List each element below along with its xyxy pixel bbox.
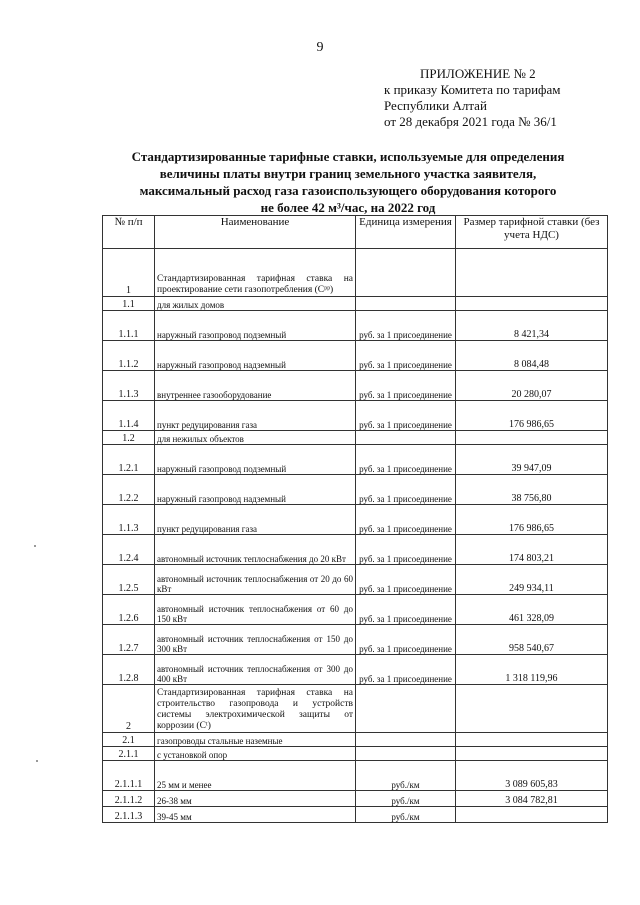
- row-name: автономный источник теплоснабжения от 300 до 400 кВт: [155, 655, 356, 685]
- row-number: 1.2.6: [103, 595, 155, 625]
- row-unit: руб. за 1 присоединение: [356, 625, 456, 655]
- appendix-republic-line: Республики Алтай: [384, 98, 487, 113]
- row-rate: 174 803,21: [456, 535, 608, 565]
- row-rate: 8 421,34: [456, 311, 608, 341]
- row-number: 1.2.8: [103, 655, 155, 685]
- table-row: [103, 445, 608, 475]
- table-row: [103, 401, 608, 431]
- table-row: [103, 655, 608, 685]
- row-number: 2.1.1.2: [103, 791, 155, 807]
- table-row: [103, 431, 608, 445]
- row-number: 1.1.3: [103, 371, 155, 401]
- table-row: [103, 807, 608, 823]
- row-number: 2: [103, 685, 155, 733]
- row-unit: руб. за 1 присоединение: [356, 311, 456, 341]
- table-row: [103, 791, 608, 807]
- row-number: 1: [103, 249, 155, 297]
- page-number: 9: [316, 40, 324, 55]
- table-row: [103, 535, 608, 565]
- row-name: Стандартизированная тарифная ставка на проектирование сети газопотребления (Сᵖᵖ): [155, 249, 356, 297]
- row-rate: [456, 733, 608, 747]
- row-name: наружный газопровод надземный: [155, 341, 356, 371]
- header-unit: Единица измерения: [356, 216, 456, 249]
- row-number: 1.2.2: [103, 475, 155, 505]
- table-row: [103, 761, 608, 791]
- table-row: [103, 565, 608, 595]
- header-number: № п/п: [103, 216, 155, 249]
- row-rate: 8 084,48: [456, 341, 608, 371]
- row-rate: 461 328,09: [456, 595, 608, 625]
- table-row: [103, 341, 608, 371]
- row-rate: [456, 807, 608, 823]
- row-number: 1.1: [103, 297, 155, 311]
- margin-dot: [34, 545, 36, 547]
- row-unit: руб. за 1 присоединение: [356, 565, 456, 595]
- row-number: 1.1.2: [103, 341, 155, 371]
- row-rate: [456, 747, 608, 761]
- row-unit: руб./км: [356, 791, 456, 807]
- row-unit: [356, 747, 456, 761]
- row-rate: 39 947,09: [456, 445, 608, 475]
- table-row: [103, 475, 608, 505]
- margin-dot: [36, 760, 38, 762]
- row-number: 2.1: [103, 733, 155, 747]
- title-line: не более 42 м³/час, на 2022 год: [260, 200, 436, 215]
- appendix-date-line: от 28 декабря 2021 года № 36/1: [384, 114, 557, 129]
- row-rate: 3 084 782,81: [456, 791, 608, 807]
- table-row: [103, 733, 608, 747]
- row-unit: [356, 733, 456, 747]
- table-row: [103, 249, 608, 297]
- row-unit: [356, 685, 456, 733]
- row-unit: руб. за 1 присоединение: [356, 475, 456, 505]
- title-line: Стандартизированные тарифные ставки, используемые для определения: [131, 149, 565, 164]
- row-rate: 1 318 119,96: [456, 655, 608, 685]
- row-number: 1.2.4: [103, 535, 155, 565]
- row-number: 1.2.5: [103, 565, 155, 595]
- row-name: для жилых домов: [155, 297, 356, 311]
- row-unit: руб. за 1 присоединение: [356, 401, 456, 431]
- row-number: 1.1.4: [103, 401, 155, 431]
- row-rate: 958 540,67: [456, 625, 608, 655]
- row-number: 1.1.3: [103, 505, 155, 535]
- row-number: 2.1.1.1: [103, 761, 155, 791]
- table-row: [103, 625, 608, 655]
- row-unit: руб. за 1 присоединение: [356, 341, 456, 371]
- row-name: внутреннее газооборудование: [155, 371, 356, 401]
- row-number: 1.1.1: [103, 311, 155, 341]
- row-unit: руб. за 1 присоединение: [356, 371, 456, 401]
- row-unit: руб./км: [356, 761, 456, 791]
- row-rate: [456, 431, 608, 445]
- row-rate: 176 986,65: [456, 505, 608, 535]
- row-number: 1.2.7: [103, 625, 155, 655]
- row-number: 2.1.1.3: [103, 807, 155, 823]
- row-unit: руб. за 1 присоединение: [356, 505, 456, 535]
- table-row: [103, 595, 608, 625]
- row-unit: руб. за 1 присоединение: [356, 655, 456, 685]
- row-name: с установкой опор: [155, 747, 356, 761]
- document-title: [92, 148, 604, 216]
- title-line: максимальный расход газа газоиспользующего оборудования которого: [139, 183, 557, 198]
- row-rate: [456, 249, 608, 297]
- row-name: автономный источник теплоснабжения до 20 кВт: [155, 535, 356, 565]
- row-rate: [456, 297, 608, 311]
- row-name: наружный газопровод подземный: [155, 445, 356, 475]
- table-row: [103, 297, 608, 311]
- row-number: 1.2: [103, 431, 155, 445]
- row-rate: [456, 685, 608, 733]
- row-name: пункт редуцирования газа: [155, 505, 356, 535]
- row-name: наружный газопровод подземный: [155, 311, 356, 341]
- appendix-title: ПРИЛОЖЕНИЕ № 2: [420, 66, 536, 81]
- row-name: для нежилых объектов: [155, 431, 356, 445]
- row-name: газопроводы стальные наземные: [155, 733, 356, 747]
- row-name: Стандартизированная тарифная ставка на строительство газопровода и устройств системы электрохимической защиты от коррозии (Сᵗ): [155, 685, 356, 733]
- row-rate: 176 986,65: [456, 401, 608, 431]
- appendix-heading: [384, 66, 624, 130]
- row-name: автономный источник теплоснабжения от 60 до 150 кВт: [155, 595, 356, 625]
- row-name: наружный газопровод надземный: [155, 475, 356, 505]
- row-name: 25 мм и менее: [155, 761, 356, 791]
- row-unit: [356, 249, 456, 297]
- table-row: [103, 747, 608, 761]
- header-name: Наименование: [155, 216, 356, 249]
- tariff-table: [102, 215, 608, 823]
- row-unit: руб. за 1 присоединение: [356, 595, 456, 625]
- row-name: автономный источник теплоснабжения от 150 до 300 кВт: [155, 625, 356, 655]
- row-unit: руб. за 1 присоединение: [356, 535, 456, 565]
- row-name: 26-38 мм: [155, 791, 356, 807]
- row-rate: 38 756,80: [456, 475, 608, 505]
- row-rate: 3 089 605,83: [456, 761, 608, 791]
- appendix-order-line: к приказу Комитета по тарифам: [384, 82, 561, 97]
- row-unit: руб. за 1 присоединение: [356, 445, 456, 475]
- header-rate: Размер тарифной ставки (без учета НДС): [456, 216, 608, 249]
- title-line: величины платы внутри границ земельного участка заявителя,: [159, 166, 537, 181]
- row-number: 1.2.1: [103, 445, 155, 475]
- row-name: 39-45 мм: [155, 807, 356, 823]
- row-name: автономный источник теплоснабжения от 20 до 60 кВт: [155, 565, 356, 595]
- table-row: [103, 685, 608, 733]
- table-row: [103, 505, 608, 535]
- row-unit: [356, 297, 456, 311]
- row-rate: 20 280,07: [456, 371, 608, 401]
- table-header-row: [103, 216, 608, 249]
- row-rate: 249 934,11: [456, 565, 608, 595]
- row-unit: руб./км: [356, 807, 456, 823]
- table-row: [103, 371, 608, 401]
- row-name: пункт редуцирования газа: [155, 401, 356, 431]
- table-row: [103, 311, 608, 341]
- row-unit: [356, 431, 456, 445]
- row-number: 2.1.1: [103, 747, 155, 761]
